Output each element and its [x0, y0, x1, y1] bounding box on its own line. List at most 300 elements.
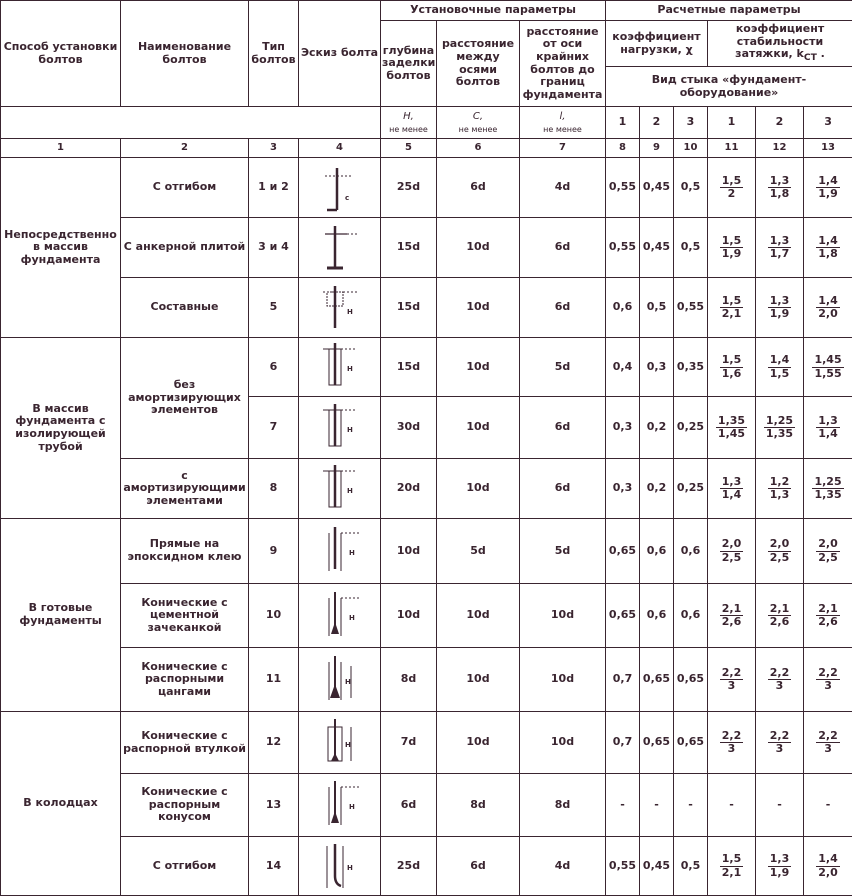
stab-coef-fraction: [768, 295, 792, 320]
load-coef-cell: 0,6: [674, 519, 708, 584]
edge-distance-cell: 10d: [520, 648, 606, 712]
table-row: [1, 158, 852, 218]
load-coef-cell: 0,6: [606, 278, 640, 338]
fraction-denominator: 2,6: [816, 616, 840, 628]
table-row: [1, 712, 852, 774]
fraction-denominator: 1,9: [720, 248, 744, 260]
stab-coef-cell: [804, 712, 852, 774]
stab-coef-fraction: [816, 175, 840, 200]
axes-distance-cell: 10d: [437, 459, 520, 519]
stab-coef-fraction: [816, 667, 840, 692]
stab-coef-fraction: [768, 175, 792, 200]
bolt-sketch: [299, 648, 381, 712]
fraction-denominator: 1,55: [812, 368, 843, 380]
depth-cell: 10d: [381, 519, 437, 584]
fraction-numerator: 1,4: [768, 354, 792, 367]
stab-coef-cell: [756, 397, 804, 459]
svg-text:H: H: [345, 741, 351, 749]
edge-distance-cell: 4d: [520, 158, 606, 218]
col-header-sketch: Эскиз болта: [299, 1, 381, 107]
fraction-denominator: 1,45: [716, 428, 747, 440]
svg-text:H: H: [349, 614, 355, 622]
stab-coef-cell: [756, 338, 804, 397]
load-coef-cell: -: [674, 774, 708, 837]
fraction-numerator: 2,2: [816, 667, 840, 680]
load-coef-cell: 0,45: [640, 158, 674, 218]
load-coef-cell: 0,65: [674, 712, 708, 774]
fraction-denominator: 1,8: [816, 248, 840, 260]
load-coef-cell: 0,35: [674, 338, 708, 397]
stab-coef-label: коэффициент стабильности затяжки, k: [735, 22, 824, 60]
stab-coef-fraction: [816, 853, 840, 878]
bolt-type-cell: 5: [249, 278, 299, 338]
fraction-denominator: 2,0: [816, 867, 840, 879]
fraction-denominator: 2,5: [768, 552, 792, 564]
bolt-sketch-icon: [317, 525, 363, 577]
edge-distance-cell: 8d: [520, 774, 606, 837]
fraction-denominator: 3: [726, 680, 738, 692]
param-l: [520, 107, 606, 139]
bolt-sketch: [299, 584, 381, 648]
load-coef-cell: 0,65: [640, 712, 674, 774]
fraction-denominator: 3: [726, 743, 738, 755]
load-coef-cell: 0,6: [640, 584, 674, 648]
axes-distance-cell: 10d: [437, 584, 520, 648]
stab-coef-fraction: [812, 476, 843, 501]
fraction-denominator: 2,1: [720, 867, 744, 879]
bolt-name-cell: Прямые на эпоксидном клею: [121, 519, 249, 584]
axes-distance-cell: 10d: [437, 218, 520, 278]
fraction-denominator: 2,6: [720, 616, 744, 628]
fraction-numerator: 2,0: [768, 538, 792, 551]
stab-coef-fraction: [720, 235, 744, 260]
sub-col: 1: [606, 107, 640, 139]
col-number: 4: [299, 139, 381, 158]
bolt-sketch-icon: [317, 162, 363, 214]
sub-col: 2: [756, 107, 804, 139]
bolt-type-cell: 3 и 4: [249, 218, 299, 278]
bolt-type-cell: 11: [249, 648, 299, 712]
param-C-symbol: C,: [473, 111, 483, 122]
fraction-denominator: 3: [822, 743, 834, 755]
stab-coef-cell: [756, 584, 804, 648]
fraction-numerator: 1,5: [720, 235, 744, 248]
bolt-name-cell: С отгибом: [121, 158, 249, 218]
stab-coef-cell: -: [756, 774, 804, 837]
fraction-numerator: 1,4: [816, 235, 840, 248]
fraction-denominator: 2,5: [720, 552, 744, 564]
col-header-from-edge: расстояние от оси крайних болтов до границ фундамента: [520, 21, 606, 107]
param-l-symbol: l,: [560, 111, 566, 122]
bolt-sketch-icon: [317, 463, 363, 515]
stab-coef-fraction: [816, 235, 840, 260]
bolt-type-cell: 6: [249, 338, 299, 397]
fraction-denominator: 3: [774, 680, 786, 692]
bolt-type-cell: 12: [249, 712, 299, 774]
fraction-numerator: 1,5: [720, 295, 744, 308]
stab-coef-fraction: [768, 235, 792, 260]
axes-distance-cell: 6d: [437, 837, 520, 896]
bolt-sketch: [299, 774, 381, 837]
stab-coef-cell: [756, 158, 804, 218]
col-header-type: Тип болтов: [249, 1, 299, 107]
svg-text:H: H: [349, 549, 355, 557]
load-coef-cell: 0,6: [674, 584, 708, 648]
depth-cell: 15d: [381, 338, 437, 397]
table-row: [1, 837, 852, 896]
stab-coef-fraction: [768, 476, 792, 501]
depth-cell: 15d: [381, 218, 437, 278]
svg-text:H: H: [347, 864, 353, 872]
load-coef-cell: -: [640, 774, 674, 837]
svg-text:H: H: [349, 803, 355, 811]
fraction-denominator: 1,4: [816, 428, 840, 440]
load-coef-cell: 0,55: [674, 278, 708, 338]
stab-coef-fraction: [720, 667, 744, 692]
stab-coef-cell: [708, 459, 756, 519]
axes-distance-cell: 6d: [437, 158, 520, 218]
col-header-between-axes: расстояние между осями болтов: [437, 21, 520, 107]
edge-distance-cell: 6d: [520, 459, 606, 519]
col-number: 1: [1, 139, 121, 158]
depth-cell: 30d: [381, 397, 437, 459]
table-row: [1, 278, 852, 338]
fraction-numerator: 1,25: [764, 415, 795, 428]
method-cell: Непосредственно в массив фундамента: [1, 158, 121, 338]
col-header-depth: глубина заделки болтов: [381, 21, 437, 107]
bolt-sketch: [299, 218, 381, 278]
stab-coef-fraction: [768, 603, 792, 628]
method-cell: В массив фундамента с изолирующей трубой: [1, 338, 121, 519]
stab-coef-cell: [708, 584, 756, 648]
sub-col: 3: [804, 107, 852, 139]
bolt-sketch: [299, 712, 381, 774]
fraction-numerator: 2,0: [720, 538, 744, 551]
bolt-type-cell: 14: [249, 837, 299, 896]
stab-coef-cell: [804, 519, 852, 584]
fraction-numerator: 2,2: [768, 667, 792, 680]
bolt-type-cell: 13: [249, 774, 299, 837]
load-coef-cell: 0,65: [606, 519, 640, 584]
bolt-name-cell: С отгибом: [121, 837, 249, 896]
method-cell: В колодцах: [1, 712, 121, 896]
load-coef-cell: 0,55: [606, 218, 640, 278]
stab-coef-fraction: [720, 853, 744, 878]
bolt-type-cell: 9: [249, 519, 299, 584]
edge-distance-cell: 4d: [520, 837, 606, 896]
stab-coef-fraction: [720, 603, 744, 628]
stab-coef-fraction: [816, 603, 840, 628]
stab-coef-cell: [804, 278, 852, 338]
fraction-denominator: 1,5: [768, 368, 792, 380]
stab-coef-fraction: [720, 730, 744, 755]
fraction-numerator: 1,2: [768, 476, 792, 489]
fraction-denominator: 2: [726, 188, 738, 200]
col-number: 12: [756, 139, 804, 158]
edge-distance-cell: 5d: [520, 338, 606, 397]
svg-text:c: c: [345, 194, 349, 202]
fraction-denominator: 1,7: [768, 248, 792, 260]
load-coef-cell: 0,65: [606, 584, 640, 648]
fraction-denominator: 1,3: [768, 489, 792, 501]
fraction-denominator: 1,4: [720, 489, 744, 501]
fraction-numerator: 2,1: [720, 603, 744, 616]
fraction-denominator: 3: [822, 680, 834, 692]
load-coef-cell: 0,25: [674, 459, 708, 519]
axes-distance-cell: 5d: [437, 519, 520, 584]
stab-coef-fraction: [816, 415, 840, 440]
stab-coef-cell: [756, 278, 804, 338]
stab-coef-cell: [804, 338, 852, 397]
bolt-name-cell: Конические с цементной зачеканкой: [121, 584, 249, 648]
bolt-name-cell: Конические с распорными цангами: [121, 648, 249, 712]
col-number: 5: [381, 139, 437, 158]
bolt-name-cell: Составные: [121, 278, 249, 338]
bolt-type-cell: 7: [249, 397, 299, 459]
stab-coef-cell: [756, 218, 804, 278]
stab-coef-cell: [756, 459, 804, 519]
load-coef-cell: 0,5: [674, 218, 708, 278]
stab-coef-subscript: СТ: [804, 52, 817, 63]
fraction-denominator: 1,9: [768, 308, 792, 320]
axes-distance-cell: 8d: [437, 774, 520, 837]
svg-text:H: H: [347, 426, 353, 434]
stab-coef-fraction: [720, 354, 744, 379]
stab-coef-fraction: [768, 853, 792, 878]
load-coef-cell: 0,7: [606, 712, 640, 774]
fraction-numerator: 2,2: [816, 730, 840, 743]
bolt-name-cell: Конические с распорным конусом: [121, 774, 249, 837]
fraction-numerator: 1,4: [816, 853, 840, 866]
table-row: [1, 648, 852, 712]
stab-coef-cell: -: [804, 774, 852, 837]
bolt-sketch-icon: [317, 341, 363, 393]
fraction-denominator: 1,6: [720, 368, 744, 380]
stab-coef-cell: [756, 712, 804, 774]
col-number: 6: [437, 139, 520, 158]
fraction-numerator: 1,3: [768, 235, 792, 248]
fraction-denominator: 1,35: [812, 489, 843, 501]
table-row: [1, 774, 852, 837]
col-header-stab-coef: [708, 21, 852, 67]
depth-cell: 10d: [381, 584, 437, 648]
col-number: 8: [606, 139, 640, 158]
load-coef-cell: 0,4: [606, 338, 640, 397]
edge-distance-cell: 5d: [520, 519, 606, 584]
calc-params-header: Расчетные параметры: [606, 1, 852, 21]
svg-text:H: H: [347, 487, 353, 495]
depth-cell: 7d: [381, 712, 437, 774]
bolt-sketch: [299, 519, 381, 584]
stab-coef-fraction: [720, 175, 744, 200]
depth-cell: 8d: [381, 648, 437, 712]
bolt-sketch-icon: [317, 590, 363, 642]
fraction-numerator: 1,4: [816, 295, 840, 308]
stab-coef-cell: [708, 519, 756, 584]
stab-coef-cell: [804, 584, 852, 648]
stab-coef-cell: [804, 397, 852, 459]
fraction-numerator: 1,4: [816, 175, 840, 188]
depth-cell: 25d: [381, 158, 437, 218]
col-header-load-coef: коэффициент нагрузки, χ: [606, 21, 708, 67]
load-coef-cell: 0,65: [674, 648, 708, 712]
load-coef-cell: 0,55: [606, 158, 640, 218]
bolt-sketch-icon: [317, 402, 363, 454]
table-row: [1, 218, 852, 278]
stab-coef-cell: [756, 837, 804, 896]
fraction-numerator: 2,2: [720, 667, 744, 680]
fraction-numerator: 1,35: [716, 415, 747, 428]
column-number-row: [1, 139, 852, 158]
axes-distance-cell: 10d: [437, 338, 520, 397]
load-coef-cell: 0,45: [640, 218, 674, 278]
axes-distance-cell: 10d: [437, 397, 520, 459]
load-coef-cell: 0,2: [640, 397, 674, 459]
fraction-numerator: 1,3: [816, 415, 840, 428]
stab-coef-fraction: [768, 730, 792, 755]
load-coef-cell: 0,3: [640, 338, 674, 397]
load-coef-cell: 0,5: [640, 278, 674, 338]
stab-coef-cell: [708, 837, 756, 896]
stab-coef-fraction: [768, 667, 792, 692]
stab-coef-tail: .: [817, 47, 825, 60]
stab-coef-fraction: [716, 415, 747, 440]
fraction-denominator: 3: [774, 743, 786, 755]
bolt-sketch: [299, 459, 381, 519]
load-coef-cell: 0,7: [606, 648, 640, 712]
param-H-note: не менее: [389, 125, 428, 134]
fraction-numerator: 1,3: [768, 853, 792, 866]
bolt-name-cell: с амортизирующими элементами: [121, 459, 249, 519]
method-cell: В готовые фундаменты: [1, 519, 121, 712]
bolt-sketch-icon: [317, 282, 363, 334]
edge-distance-cell: 6d: [520, 278, 606, 338]
col-number: 9: [640, 139, 674, 158]
load-coef-cell: 0,5: [674, 837, 708, 896]
fraction-numerator: 2,2: [768, 730, 792, 743]
param-l-note: не менее: [543, 125, 582, 134]
table-row: [1, 519, 852, 584]
stab-coef-fraction: [816, 730, 840, 755]
col-number: 7: [520, 139, 606, 158]
stab-coef-fraction: [816, 295, 840, 320]
fraction-numerator: 2,1: [816, 603, 840, 616]
stab-coef-fraction: [720, 295, 744, 320]
depth-cell: 25d: [381, 837, 437, 896]
bolt-sketch-icon: [317, 779, 363, 831]
fraction-numerator: 1,45: [812, 354, 843, 367]
stab-coef-cell: [708, 218, 756, 278]
fraction-denominator: 2,0: [816, 308, 840, 320]
blank-header-cell: [1, 107, 381, 139]
bolt-sketch-icon: [317, 840, 363, 892]
col-number: 13: [804, 139, 852, 158]
axes-distance-cell: 10d: [437, 648, 520, 712]
stab-coef-cell: [804, 648, 852, 712]
bolt-type-cell: 1 и 2: [249, 158, 299, 218]
bolt-type-cell: 8: [249, 459, 299, 519]
axes-distance-cell: 10d: [437, 712, 520, 774]
bolt-sketch-icon: [317, 717, 363, 769]
bolt-name-cell: без амортизирующих элементов: [121, 338, 249, 459]
bolt-sketch: [299, 278, 381, 338]
sub-col: 2: [640, 107, 674, 139]
stab-coef-cell: [708, 397, 756, 459]
stab-coef-fraction: [816, 538, 840, 563]
sub-col: 3: [674, 107, 708, 139]
joint-type-header: Вид стыка «фундамент-оборудование»: [606, 67, 852, 107]
col-number: 10: [674, 139, 708, 158]
stab-coef-fraction: [720, 538, 744, 563]
fraction-numerator: 1,25: [812, 476, 843, 489]
fraction-numerator: 1,3: [768, 175, 792, 188]
load-coef-cell: 0,65: [640, 648, 674, 712]
param-H-symbol: H,: [403, 111, 414, 122]
param-C: [437, 107, 520, 139]
svg-text:H: H: [347, 308, 353, 316]
stab-coef-cell: [756, 519, 804, 584]
bolt-sketch: [299, 158, 381, 218]
load-coef-cell: 0,5: [674, 158, 708, 218]
edge-distance-cell: 6d: [520, 397, 606, 459]
table-row: [1, 338, 852, 397]
bolt-sketch-icon: [317, 654, 363, 706]
depth-cell: 20d: [381, 459, 437, 519]
fraction-denominator: 1,35: [764, 428, 795, 440]
param-C-note: не менее: [459, 125, 498, 134]
edge-distance-cell: 10d: [520, 712, 606, 774]
stab-coef-fraction: [720, 476, 744, 501]
fraction-denominator: 1,8: [768, 188, 792, 200]
fraction-denominator: 1,9: [768, 867, 792, 879]
edge-distance-cell: 6d: [520, 218, 606, 278]
stab-coef-cell: [804, 158, 852, 218]
stab-coef-fraction: [768, 538, 792, 563]
bolt-sketch: [299, 338, 381, 397]
fraction-denominator: 2,6: [768, 616, 792, 628]
stab-coef-cell: [708, 648, 756, 712]
load-coef-cell: 0,45: [640, 837, 674, 896]
bolt-type-cell: 10: [249, 584, 299, 648]
fraction-numerator: 2,0: [816, 538, 840, 551]
fraction-numerator: 2,2: [720, 730, 744, 743]
stab-coef-cell: [804, 837, 852, 896]
depth-cell: 6d: [381, 774, 437, 837]
stab-coef-cell: [708, 278, 756, 338]
load-coef-cell: 0,3: [606, 459, 640, 519]
axes-distance-cell: 10d: [437, 278, 520, 338]
stab-coef-cell: [804, 218, 852, 278]
load-coef-cell: 0,2: [640, 459, 674, 519]
svg-text:H: H: [345, 678, 351, 686]
load-coef-cell: 0,25: [674, 397, 708, 459]
stab-coef-fraction: [812, 354, 843, 379]
install-params-header: Установочные параметры: [381, 1, 606, 21]
load-coef-cell: 0,6: [640, 519, 674, 584]
col-number: 3: [249, 139, 299, 158]
fraction-numerator: 1,5: [720, 175, 744, 188]
fraction-denominator: 2,5: [816, 552, 840, 564]
stab-coef-fraction: [764, 415, 795, 440]
table-row: [1, 584, 852, 648]
load-coef-cell: -: [606, 774, 640, 837]
bolt-name-cell: Конические с распорной втулкой: [121, 712, 249, 774]
fraction-numerator: 1,5: [720, 853, 744, 866]
col-header-method: Способ установки болтов: [1, 1, 121, 107]
load-coef-cell: 0,3: [606, 397, 640, 459]
fraction-numerator: 1,3: [768, 295, 792, 308]
bolt-sketch-icon: [317, 222, 363, 274]
